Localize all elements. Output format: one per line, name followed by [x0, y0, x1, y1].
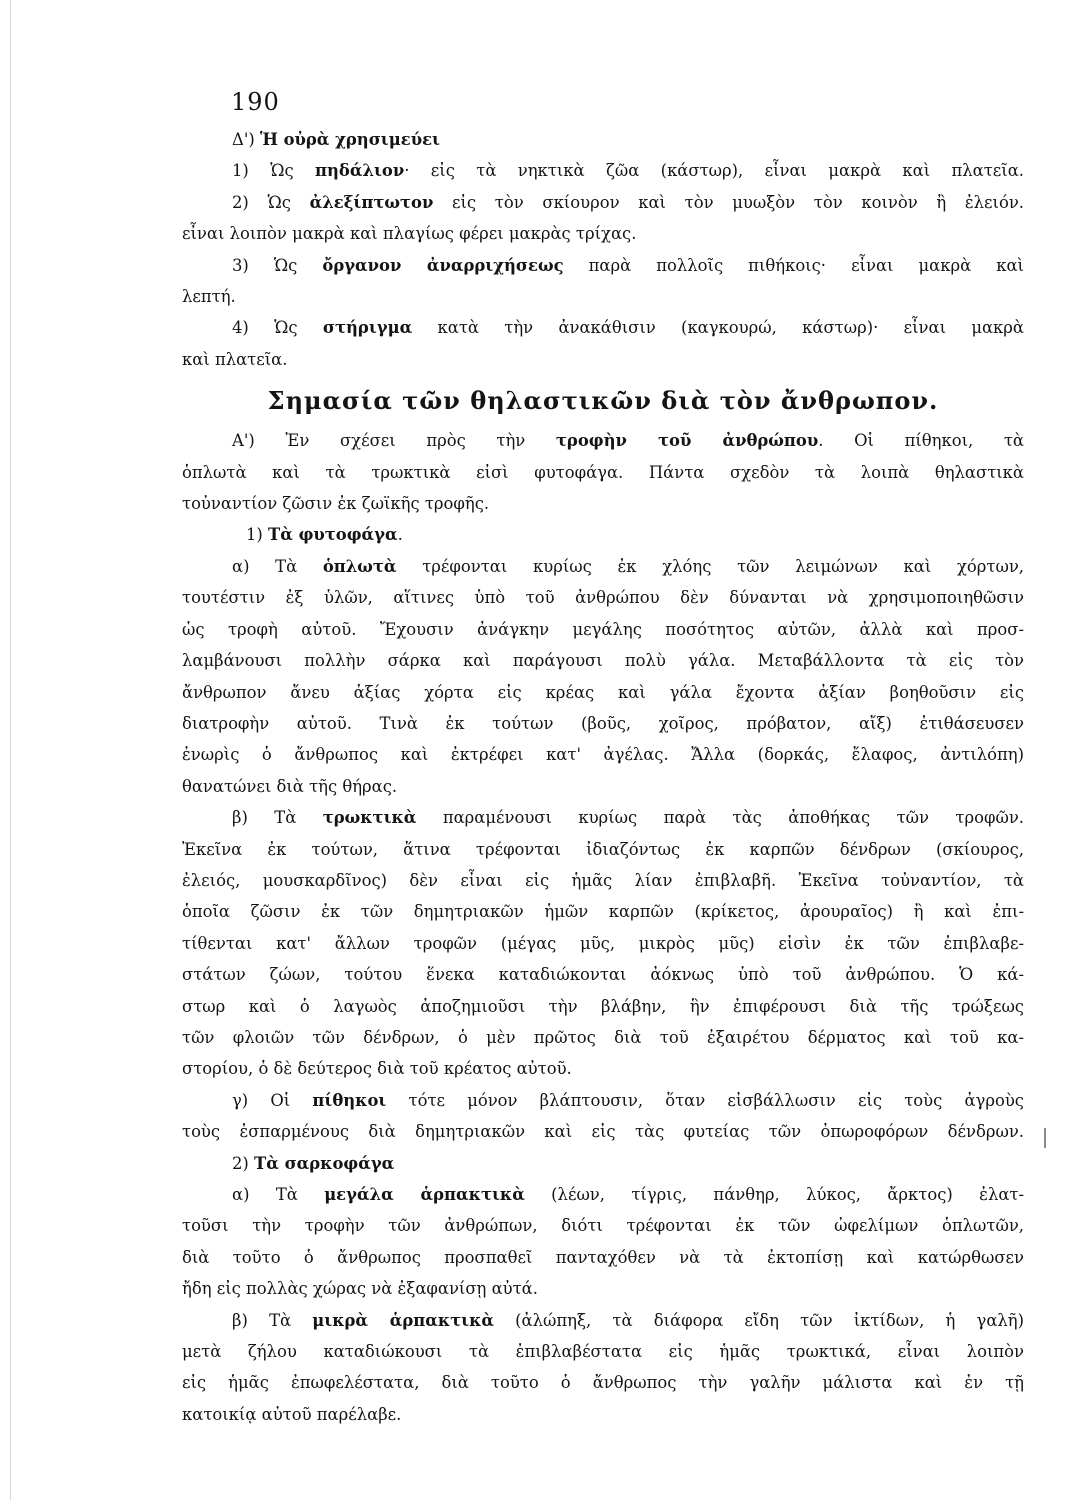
text-line: τοὐναντίον ζῶσιν ἐκ ζωϊκῆς τροφῆς. [182, 494, 490, 514]
text-span: · εἰς τὰ νηκτικὰ ζῶα (κάστωρ), εἶναι μακρὰ καὶ πλατεῖα. [404, 161, 1024, 181]
text-span: γ) Οἱ [232, 1090, 313, 1110]
text-line: στωρ καὶ ὁ λαγωὸς ἀποζημιοῦσι τὴν βλάβην, ἣν ἐπιφέρουσι διὰ τῆς τρώξεως [182, 996, 1024, 1016]
text-line: ἐνωρὶς ὁ ἄνθρωπος καὶ ἐκτρέφει κατ' ἀγέλας. Ἄλλα (δορκάς, ἔλαφος, ἀντιλόπη) [182, 745, 1024, 765]
text-line: ἐλειός, μουσκαρδῖνος) δὲν εἶναι εἰς ἡμᾶς λίαν ἐπιβλαβῆ. Ἐκεῖνα τοὐναντίον, τὰ [182, 870, 1024, 890]
text-line: λεπτή. [182, 287, 236, 307]
bold-term: ὄργανον ἀναρριχήσεως [322, 255, 564, 275]
text-span: (λέων, τίγρις, πάνθηρ, λύκος, ἄρκτος) ἐλατ- [524, 1185, 1025, 1204]
text-line: ἄνθρωπον ἄνευ ἀξίας χόρτα εἰς κρέας καὶ γάλα ἔχοντα ἀξίαν βοηθοῦσιν εἰς [182, 682, 1024, 702]
text-span: τότε μόνον βλάπτουσιν, ὅταν εἰσβάλλωσιν εἰς τοὺς ἀγροὺς [386, 1090, 1024, 1110]
bold-term: Ἡ οὐρὰ χρησιμεύει [259, 130, 440, 149]
bold-term: ἀλεξίπτωτον [309, 192, 434, 212]
text-span: . [397, 525, 403, 545]
text-span: Α') Ἐν σχέσει πρὸς τὴν [232, 431, 556, 451]
text-span: κατὰ τὴν ἀνακάθισιν (καγκουρώ, κάστωρ)· εἶναι μακρὰ [412, 318, 1025, 338]
text-span: 1) Ὡς [232, 161, 316, 181]
text-line: ἤδη εἰς πολλὰς χώρας νὰ ἐξαφανίσῃ αὐτά. [182, 1279, 538, 1299]
text-line: θανατώνει διὰ τῆς θήρας. [182, 776, 398, 796]
text-line [182, 551, 1024, 582]
text-line: μετὰ ζήλου καταδιώκουσι τὰ ἐπιβλαβέστατα εἰς ἡμᾶς τρωκτικά, εἶναι λοιπὸν [182, 1342, 1024, 1362]
bold-term: Τὰ σαρκοφάγα [254, 1153, 395, 1173]
text-line [182, 1305, 1024, 1336]
text-span: 4) Ὡς [232, 318, 323, 338]
text-line: τοῦσι τὴν τροφὴν τῶν ἀνθρώπων, διότι τρέφονται ἐκ τῶν ὠφελίμων ὁπλωτῶν, [182, 1216, 1024, 1236]
text-line [182, 1179, 1024, 1210]
text-line: τῶν φλοιῶν τῶν δένδρων, ὁ μὲν πρῶτος διὰ τοῦ ἐξαιρέτου δέρματος καὶ τοῦ κα- [182, 1027, 1024, 1047]
bold-term: μεγάλα ἁρπακτικὰ [324, 1185, 525, 1204]
text-line: τοὺς ἐσπαρμένους διὰ δημητριακῶν καὶ εἰς τὰς φυτείας τῶν ὀπωροφόρων δένδρων. [182, 1122, 1024, 1142]
text-line [182, 250, 1024, 281]
text-span: 2) [232, 1153, 255, 1173]
text-line: στορίου, ὁ δὲ δεύτερος διὰ τοῦ κρέατος αὐτοῦ. [182, 1059, 572, 1079]
text-span: 2) Ὡς [232, 192, 310, 212]
text-span: α) Τὰ [232, 556, 323, 576]
text-span: 1) [246, 525, 269, 545]
text-line: ὡς τροφὴ αὐτοῦ. Ἔχουσιν ἀνάγκην μεγάλης ποσότητος αὐτῶν, ἀλλὰ καὶ προσ- [182, 619, 1024, 639]
text-line [182, 1085, 1024, 1116]
text-line: στάτων ζώων, τούτου ἕνεκα καταδιώκονται ἀόκνως ὑπὸ τοῦ ἀνθρώπου. Ὁ κά- [182, 965, 1024, 985]
text-line: τίθενται κατ' ἄλλων τροφῶν (μέγας μῦς, μικρὸς μῦς) εἰσὶν ἐκ τῶν ἐπιβλαβε- [182, 933, 1024, 953]
bold-term: στήριγμα [322, 318, 413, 338]
margin-mark [1044, 1128, 1046, 1148]
text-span: α) Τὰ [232, 1185, 325, 1204]
section-heading-d [182, 124, 1024, 155]
text-line: κατοικίᾳ αὐτοῦ παρέλαβε. [182, 1404, 402, 1424]
text-line: διὰ τοῦτο ὁ ἄνθρωπος προσπαθεῖ πανταχόθεν νὰ τὰ ἐκτοπίσῃ καὶ κατώρθωσεν [182, 1247, 1024, 1267]
text-span: β) Τὰ [232, 808, 323, 828]
text-line [182, 425, 1024, 456]
text-span: παρὰ πολλοῖς πιθήκοις· εἶναι μακρὰ καὶ [563, 255, 1024, 275]
text-span: τρέφονται κυρίως ἐκ χλόης τῶν λειμώνων καὶ χόρτων, [396, 556, 1024, 576]
text-span: παραμένουσι κυρίως παρὰ τὰς ἀποθήκας τῶν τροφῶν. [416, 808, 1024, 828]
text-span: (ἀλώπηξ, τὰ διάφορα εἴδη τῶν ἰκτίδων, ἡ γαλῆ) [493, 1310, 1025, 1330]
bold-term: ὁπλωτὰ [322, 556, 397, 576]
section-title: Σημασία τῶν θηλαστικῶν διὰ τὸν ἄνθρωπον. [267, 386, 939, 416]
bold-term: τροφὴν τοῦ ἀνθρώπου [555, 431, 819, 451]
bold-term: μικρὰ ἁρπακτικὰ [312, 1310, 494, 1330]
text-span: β) Τὰ [232, 1310, 313, 1330]
text-line [182, 187, 1024, 218]
text-line: Ἐκεῖνα ἐκ τούτων, ἅτινα τρέφονται ἰδιαζόντως ἐκ καρπῶν δένδρων (σκίουρος, [182, 839, 1024, 859]
bold-term: πίθηκοι [312, 1090, 387, 1110]
text-span: . Οἱ πίθηκοι, τὰ [818, 431, 1024, 451]
page-number: 190 [231, 88, 280, 116]
page-edge [10, 0, 11, 1500]
text-span: Δ') [232, 130, 260, 149]
text-line: εἰς ἡμᾶς ἐπωφελέστατα, διὰ τοῦτο ὁ ἄνθρωπος τὴν γαλῆν μάλιστα καὶ ἐν τῇ [182, 1373, 1024, 1393]
text-line [182, 802, 1024, 833]
text-line [182, 312, 1024, 343]
text-line: καὶ πλατεῖα. [182, 349, 288, 369]
subheading-carnivores [182, 1148, 1024, 1179]
text-line: ὁποῖα ζῶσιν ἐκ τῶν δημητριακῶν ἡμῶν καρπῶν (κρίκετος, ἀρουραῖος) ἢ καὶ ἐπι- [182, 902, 1024, 922]
text-line [182, 155, 1024, 186]
text-line: διατροφὴν αὐτοῦ. Τινὰ ἐκ τούτων (βοῦς, χοῖρος, πρόβατον, αἴξ) ἐτιθάσευσεν [182, 713, 1024, 733]
bold-term: Τὰ φυτοφάγα [268, 525, 398, 545]
text-span: 3) Ὡς [232, 255, 323, 275]
text-line: εἶναι λοιπὸν μακρὰ καὶ πλαγίως φέρει μακρὰς τρίχας. [182, 224, 637, 244]
bold-term: πηδάλιον [315, 161, 405, 181]
text-line: ὁπλωτὰ καὶ τὰ τρωκτικὰ εἰσὶ φυτοφάγα. Πάντα σχεδὸν τὰ λοιπὰ θηλαστικὰ [182, 462, 1024, 482]
bold-term: τρωκτικὰ [322, 808, 417, 828]
page-body [182, 124, 1024, 1430]
text-line: λαμβάνουσι πολλὴν σάρκα καὶ παράγουσι πολὺ γάλα. Μεταβάλλοντα τὰ εἰς τὸν [182, 651, 1024, 671]
subheading-herbivores [182, 519, 1024, 550]
text-line: τουτέστιν ἐξ ὑλῶν, αἵτινες ὑπὸ τοῦ ἀνθρώπου δὲν δύνανται νὰ χρησιμοποιηθῶσιν [182, 588, 1024, 608]
text-span: εἰς τὸν σκίουρον καὶ τὸν μυωξὸν τὸν κοινὸν ἢ ἐλειόν. [433, 192, 1025, 212]
